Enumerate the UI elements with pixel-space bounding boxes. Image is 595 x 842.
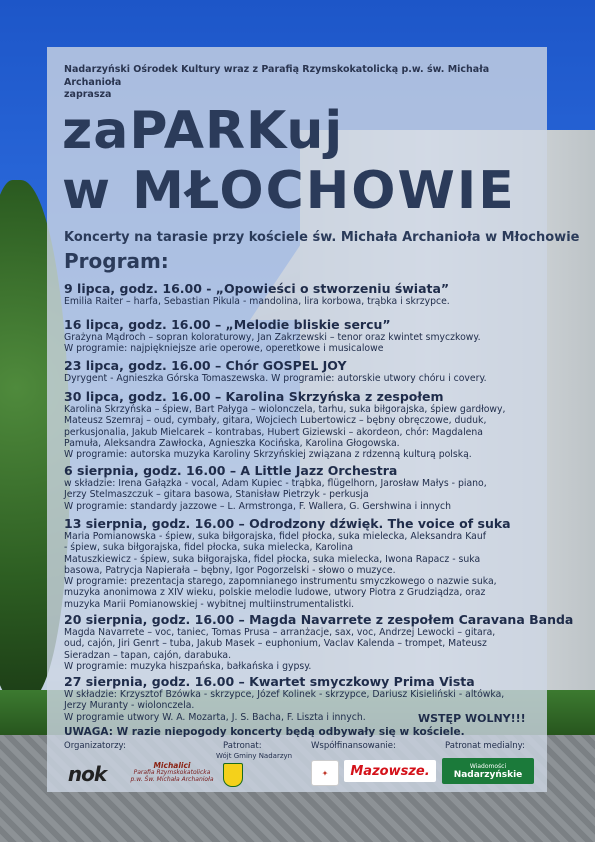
event-line: Dyrygent - Agnieszka Górska Tomaszewska. W programie: autorskie utwory chóru i covery. xyxy=(64,373,487,384)
wiadomosci-line-1: Wiadomości xyxy=(469,763,507,770)
parafia-logo xyxy=(122,758,222,786)
event-line: muzyka anonimowa z XIV wieku, polskie melodie ludowe, utwory Piotra z Grudziądza, oraz xyxy=(64,587,486,599)
event-line: Sieradzan – tapan, cajón, darabuka. xyxy=(64,649,232,661)
parafia-logo-title: Michalici xyxy=(153,760,191,770)
event-4 xyxy=(64,389,539,460)
event-line: basowa, Patrycja Napierała – bębny, Igor Pogorzelski - słowo o muzyce. xyxy=(64,564,396,576)
event-line: Emilia Raiter – harfa, Sebastian Pikula - mandolina, lira korbowa, trąbka i skrzypce. xyxy=(64,296,450,307)
event-line: perkusjonalia, Jakub Mielcarek – kontrabas, Hubert Giziewski – akordeon, chór: Magdalena xyxy=(64,426,483,438)
intro-text xyxy=(64,64,534,102)
program-label: Program: xyxy=(64,249,169,273)
event-line: W programie: standardy jazzowe – L. Armstronga, F. Wallera, G. Gershwina i innych xyxy=(64,500,451,512)
event-3 xyxy=(64,358,539,384)
free-entry-label: WSTĘP WOLNY!!! xyxy=(418,712,526,725)
event-7 xyxy=(64,612,574,672)
event-line: w składzie: Irena Gałązka - vocal, Adam Kupiec - trąbka, flügelhorn, Jarosław Małys - piano, xyxy=(64,478,487,489)
nadarzyn-coat-of-arms-icon xyxy=(222,763,244,787)
event-heading: 9 lipca, godz. 16.00 - „Opowieści o stworzeniu świata” xyxy=(64,281,450,296)
wiadomosci-nadarzynskie-logo xyxy=(442,758,534,784)
event-heading: 16 lipca, godz. 16.00 – „Melodie bliskie sercu” xyxy=(64,317,391,332)
event-line: W składzie: Krzysztof Bzówka - skrzypce, Józef Kolinek - skrzypce, Dariusz Kisieliński - altówka, xyxy=(64,689,505,700)
cofinancing-badge-icon: ✦ xyxy=(311,760,339,786)
notice-text: W razie niepogody koncerty będą odbywały się w kościele. xyxy=(116,726,465,738)
event-line: Magda Navarrete – voc, taniec, Tomas Prusa – arranżacje, sax, voc, Andrzej Lewocki – gitara, xyxy=(64,627,496,638)
intro-line-2: zaprasza xyxy=(64,89,112,100)
media-patronage-label: Patronat medialny: xyxy=(445,741,525,751)
event-line: Pamuła, Aleksandra Zawłocka, Agnieszka Kocińska, Karolina Głogowska. xyxy=(64,437,400,449)
event-heading: 6 sierpnia, godz. 16.00 – A Little Jazz Orchestra xyxy=(64,463,398,478)
cofinancing-label: Współfinansowanie: xyxy=(311,741,396,751)
parafia-logo-line-2: p.w. Św. Michała Archanioła xyxy=(130,775,214,783)
event-2 xyxy=(64,317,539,355)
event-heading: 20 sierpnia, godz. 16.00 – Magda Navarrete z zespołem Caravana Banda xyxy=(64,612,574,627)
intro-line-1: Nadarzyński Ośrodek Kultury wraz z Parafią Rzymskokatolicką p.w. św. Michała Archanioła xyxy=(64,64,490,88)
event-6 xyxy=(64,516,539,610)
notice xyxy=(64,726,465,738)
event-heading: 23 lipca, godz. 16.00 – Chór GOSPEL JOY xyxy=(64,358,347,373)
notice-label: UWAGA: xyxy=(64,726,113,738)
parafia-logo-line-1: Parafia Rzymskokatolicka xyxy=(133,768,211,776)
mazowsze-logo: Mazowsze. xyxy=(344,760,436,782)
event-heading: 30 lipca, godz. 16.00 – Karolina Skrzyńska z zespołem xyxy=(64,389,444,404)
event-line: Jerzy Muranty - wiolonczela. xyxy=(64,700,195,712)
wiadomosci-line-2: Nadarzyńskie xyxy=(453,770,523,780)
event-line: oud, cajón, Jiri Genrt – tuba, Jakub Masek – euphonium, Vaclav Kalenda – trompet, Mateusz xyxy=(64,638,487,650)
event-line: Maria Pomianowska - śpiew, suka biłgorajska, fidel płocka, suka mielecka, Aleksandra Kauf xyxy=(64,531,486,542)
event-line: - śpiew, suka biłgorajska, fidel płocka, suka mielecka, Karolina xyxy=(64,542,354,554)
event-line: W programie: autorska muzyka Karoliny Skrzyńskiej związana z rdzenną kulturą polską. xyxy=(64,449,472,461)
patronage-label: Patronat: xyxy=(223,741,262,751)
event-line: Jerzy Stelmaszczuk – gitara basowa, Stanisław Pietrzyk - perkusja xyxy=(64,489,369,501)
event-heading: 27 sierpnia, godz. 16.00 – Kwartet smyczkowy Prima Vista xyxy=(64,674,475,689)
event-heading: 13 sierpnia, godz. 16.00 – Odrodzony dźwięk. The voice of suka xyxy=(64,516,511,531)
event-line: W programie: muzyka hiszpańska, bałkańska i gypsy. xyxy=(64,660,312,672)
event-line: Matuszkiewicz - śpiew, suka biłgorajska, fidel płocka, suka mielecka, Iwona Rapacz - suka xyxy=(64,553,481,565)
event-line: W programie: najpiękniejsze arie operowe, operetkowe i musicalowe xyxy=(64,343,384,355)
event-line: Grażyna Mądroch – sopran koloraturowy, Jan Zakrzewski – tenor oraz kwintet smyczkowy. xyxy=(64,332,481,343)
patronage-sub: Wójt Gminy Nadarzyn xyxy=(216,752,293,760)
title-line-1: zaPARKuj xyxy=(62,101,344,161)
event-line: muzyka Marii Pomianowskiej - wybitnej multiinstrumentalistki. xyxy=(64,598,355,610)
event-line: W programie: prezentacja starego, zapomnianego instrumentu smyczkowego o nazwie suka, xyxy=(64,576,497,588)
event-line: Karolina Skrzyńska – śpiew, Bart Pałyga – wiolonczela, tarhu, suka biłgorajska, śpiew gardłowy, xyxy=(64,404,506,415)
event-1 xyxy=(64,281,539,307)
event-line: Mateusz Szemraj – oud, cymbały, gitara, Wojciech Lubertowicz – bębny obręczowe, duduk, xyxy=(64,415,487,427)
nok-logo: nok xyxy=(67,762,107,786)
subtitle: Koncerty na tarasie przy kościele św. Michała Archanioła w Młochowie xyxy=(64,230,580,245)
event-5 xyxy=(64,463,539,512)
title-line-2: w MŁOCHOWIE xyxy=(62,161,516,221)
organizers-label: Organizatorzy: xyxy=(64,741,126,751)
event-line: W programie utwory W. A. Mozarta, J. S. Bacha, F. Liszta i innych. xyxy=(64,711,366,723)
